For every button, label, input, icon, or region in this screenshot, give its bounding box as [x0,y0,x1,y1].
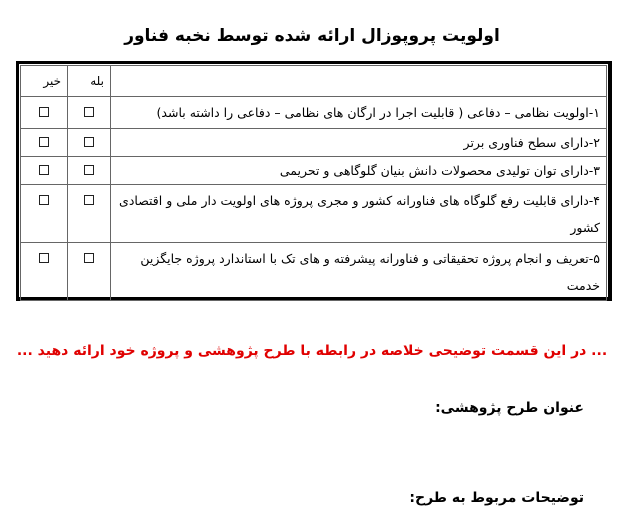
table-row [21,129,607,157]
yes-checkbox[interactable] [68,157,111,185]
yes-checkbox[interactable] [68,129,111,157]
yes-header: بله [68,66,111,97]
research-title-label: عنوان طرح پژوهشی: [435,400,584,416]
checkbox-icon [39,165,49,175]
criterion-text: ۲-دارای سطح فناوری برتر [111,129,607,157]
instruction-text: ... در این قسمت توضیحی خلاصه در رابطه با طرح پژوهشی و پروژه خود ارائه دهید ... [16,343,608,359]
checkbox-icon [84,137,94,147]
checkbox-icon [84,253,94,263]
no-checkbox[interactable] [21,185,68,243]
checkbox-icon [39,137,49,147]
checkbox-icon [39,107,49,117]
criterion-text: ۳-دارای توان تولیدی محصولات دانش بنیان گلوگاهی و تحریمی [111,157,607,185]
no-checkbox[interactable] [21,129,68,157]
priority-table [16,61,612,301]
checkbox-icon [39,195,49,205]
page-title: اولویت پروپوزال ارائه شده توسط نخبه فناور [124,26,500,46]
checkbox-icon [84,107,94,117]
yes-checkbox[interactable] [68,97,111,129]
criteria-header [111,66,607,97]
criterion-text: ۱-اولویت نظامی – دفاعی ( قابلیت اجرا در ارگان های نظامی – دفاعی را داشته باشد) [111,97,607,129]
checkbox-icon [84,195,94,205]
criterion-text: ۵-تعریف و انجام پروژه تحقیقاتی و فناورانه پیشرفته و های تک با استاندارد پروژه جایگزین خدمت [111,243,607,301]
checkbox-icon [84,165,94,175]
checkbox-icon [39,253,49,263]
table-row [21,97,607,129]
yes-checkbox[interactable] [68,185,111,243]
yes-checkbox[interactable] [68,243,111,301]
table-row [21,243,607,301]
description-label: توضیحات مربوط به طرح: [409,490,584,506]
table-header-row [21,66,607,97]
criterion-text: ۴-دارای قابلیت رفع گلوگاه های فناورانه کشور و مجری پروژه های اولویت دار ملی و اقتصادی کشور [111,185,607,243]
no-checkbox[interactable] [21,243,68,301]
no-checkbox[interactable] [21,157,68,185]
no-checkbox[interactable] [21,97,68,129]
table-row [21,185,607,243]
table-row [21,157,607,185]
no-header: خیر [21,66,68,97]
